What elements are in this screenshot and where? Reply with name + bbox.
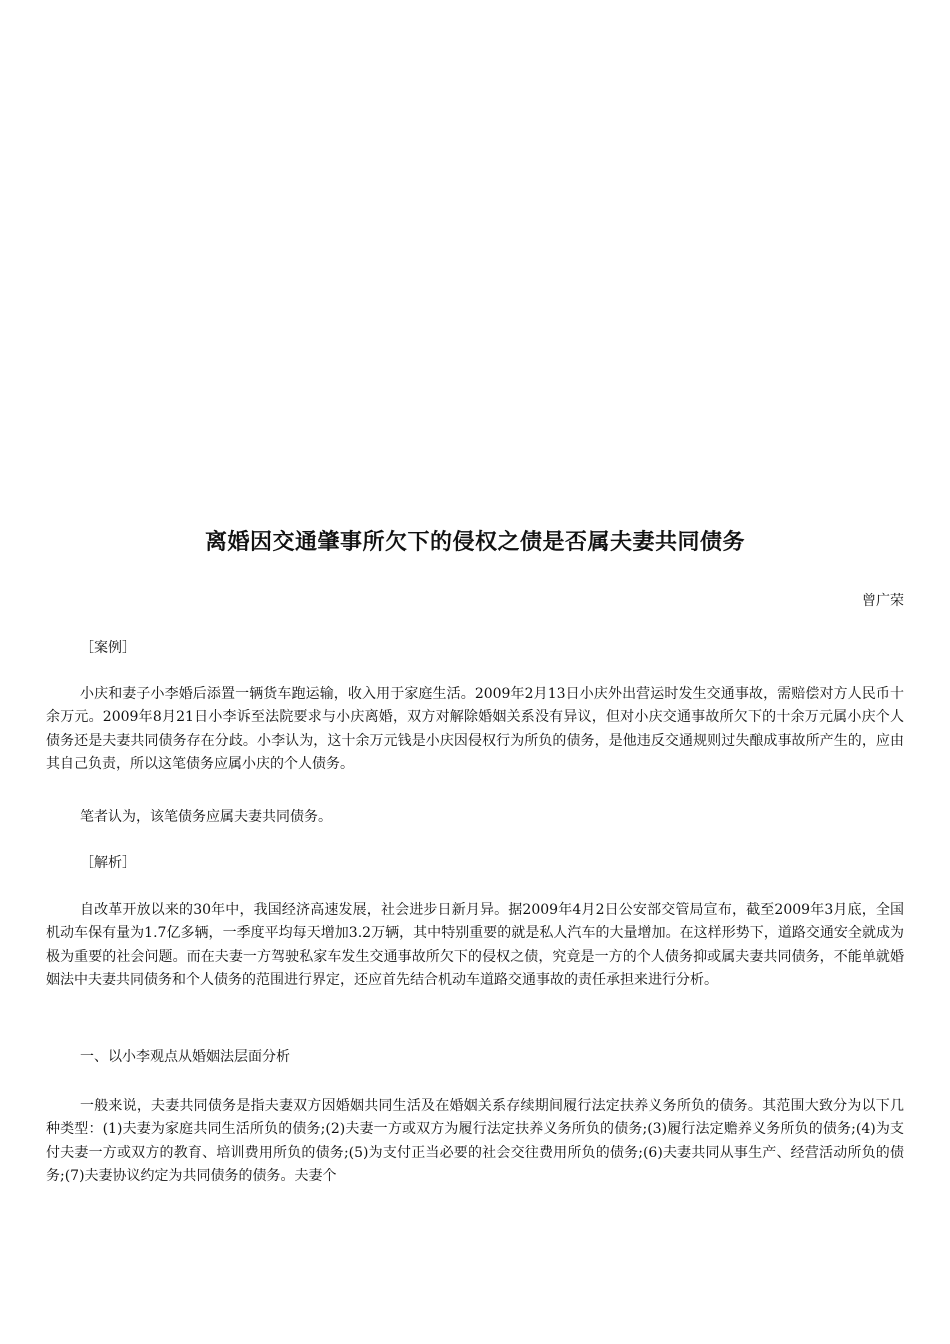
document-title: 离婚因交通肇事所欠下的侵权之债是否属夫妻共同债务: [204, 530, 745, 555]
section-heading-analysis: ［解析］: [80, 855, 136, 871]
paragraph-author-opinion: 笔者认为，该笔债务应属夫妻共同债务。: [80, 809, 332, 825]
paragraph-analysis-background: 自改革开放以来的30年中，我国经济高速发展，社会进步日新月异。据2009年4月2日公安部交管局宣布，截至2009年3月底，全国机动车保有量为1.7亿多辆，一季度平均每天增加3.2万辆，其中特别重要的就是私人汽车的大量增加。在这样形势下，道路交通安全就成为极为重要的社会问题。而在夫妻一方驾驶私家车发生交通事故所欠下的侵权之债，究竟是一方的个人债务抑或属夫妻共同债务，不能单就婚姻法中夫妻共同债务和个人债务的范围进行界定，还应首先结合机动车道路交通事故的责任承担来进行分析。: [46, 902, 904, 989]
paragraph-case-description: 小庆和妻子小李婚后添置一辆货车跑运输，收入用于家庭生活。2009年2月13日小庆外出营运时发生交通事故，需赔偿对方人民币十余万元。2009年8月21日小李诉至法院要求与小庆离婚，双方对解除婚姻关系没有异议，但对小庆交通事故所欠下的十余万元属小庆个人债务还是夫妻共同债务存在分歧。小李认为，这十余万元钱是小庆因侵权行为所负的债务，是他违反交通规则过失酿成事故所产生的，应由其自己负责，所以这笔债务应属小庆的个人债务。: [46, 686, 904, 773]
section-heading-case: ［案例］: [80, 640, 136, 656]
subsection-heading-1: 一、以小李观点从婚姻法层面分析: [80, 1049, 290, 1065]
paragraph-marriage-law-analysis: 一般来说，夫妻共同债务是指夫妻双方因婚姻共同生活及在婚姻关系存续期间履行法定扶养义务所负的债务。其范围大致分为以下几种类型：(1)夫妻为家庭共同生活所负的债务;(2)夫妻一方或双方为履行法定扶养义务所负的债务;(3)履行法定赡养义务所负的债务;(4)为支付夫妻一方或双方的教育、培训费用所负的债务;(5)为支付正当必要的社会交往费用所负的债务;(6)夫妻共同从事生产、经营活动所负的债务;(7)夫妻协议约定为共同债务的债务。夫妻个: [46, 1098, 904, 1185]
author-name: 曾广荣: [862, 593, 904, 609]
